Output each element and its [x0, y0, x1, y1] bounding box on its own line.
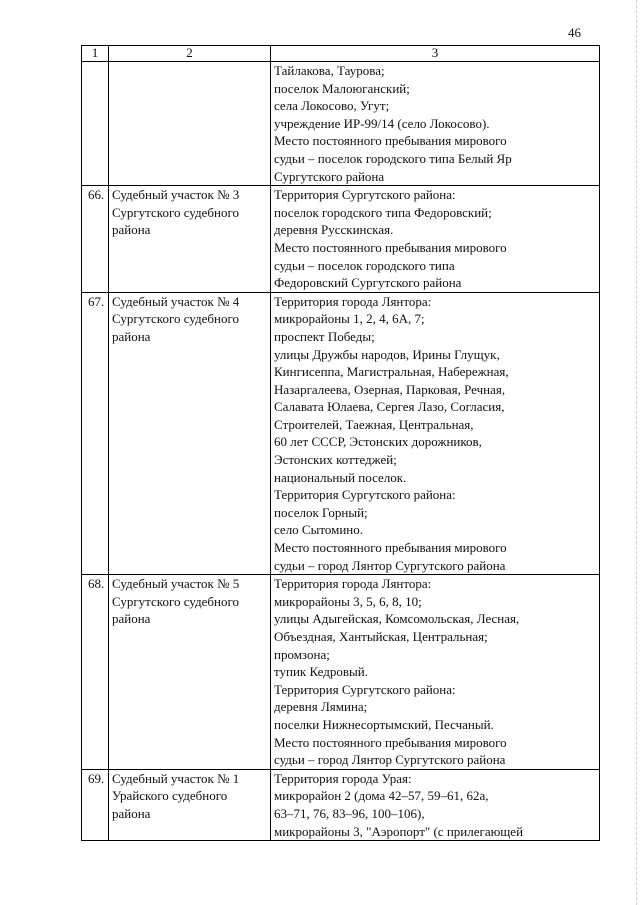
territory-line: Салавата Юлаева, Сергея Лазо, Согласия, [274, 399, 505, 415]
territory-line: судьи – город Лянтор Сургутского района [274, 752, 506, 768]
territory-line: Тайлакова, Таурова; [274, 63, 385, 78]
table-row [82, 292, 600, 575]
territory-line: 60 лет СССР, Эстонских дорожников, [274, 434, 482, 450]
court-district-name [109, 769, 271, 840]
territory-line: тупик Кедровый. [274, 664, 368, 680]
table-row [82, 62, 600, 186]
district-name-line: района [112, 611, 151, 627]
territory-line: Место постоянного пребывания мирового [274, 540, 507, 556]
table-row [82, 769, 600, 840]
district-name-line: Судебный участок № 3 [112, 187, 240, 203]
row-number: 67. [82, 292, 109, 575]
territory-line: Строителей, Таежная, Центральная, [274, 416, 474, 432]
territory-description [271, 186, 600, 293]
territory-line: поселок Горный; [274, 504, 368, 520]
territory-line: Территория города Лянтора: [274, 576, 432, 592]
territory-line: село Сытомино. [274, 522, 363, 538]
territory-description [271, 62, 600, 186]
court-districts-table [81, 45, 600, 841]
territory-line: судьи – поселок городского типа [274, 257, 455, 273]
territory-line: промзона; [274, 646, 330, 662]
territory-line: Место постоянного пребывания мирового [274, 239, 507, 255]
district-name-line: района [112, 805, 151, 821]
territory-line: Объездная, Хантыйская, Центральная; [274, 629, 488, 644]
column-header-1: 1 [82, 46, 109, 62]
territory-line: поселки Нижнесортымский, Песчаный. [274, 716, 494, 732]
territory-line: микрорайон 2 (дома 42–57, 59–61, 62а, [274, 788, 489, 804]
territory-line: микрорайоны 3, 5, 6, 8, 10; [274, 593, 422, 609]
column-header-3: 3 [271, 46, 600, 62]
table-header-row [82, 46, 600, 62]
territory-line: Место постоянного пребывания мирового [274, 133, 507, 149]
court-district-name [109, 575, 271, 770]
territory-line: судьи – поселок городского типа Белый Яр [274, 150, 512, 166]
territory-line: поселок Малоюганский; [274, 80, 410, 96]
column-header-2: 2 [109, 46, 271, 62]
territory-line: Кингисеппа, Магистральная, Набережная, [274, 364, 509, 380]
territory-line: улицы Дружбы народов, Ирины Глущук, [274, 346, 500, 362]
district-name-line: Судебный участок № 4 [112, 293, 240, 309]
district-name-line: района [112, 328, 151, 344]
territory-line: Территория Сургутского района: [274, 681, 456, 697]
territory-line: судьи – город Лянтор Сургутского района [274, 557, 506, 573]
territory-line: Территория Сургутского района: [274, 187, 456, 203]
territory-line: национальный поселок. [274, 469, 407, 485]
district-name-line: Сургутского судебного [112, 593, 239, 609]
territory-line: улицы Адыгейская, Комсомольская, Лесная, [274, 611, 520, 627]
territory-line: учреждение ИР-99/14 (село Локосово). [274, 115, 490, 131]
page-edge-divider [635, 0, 637, 905]
row-number [82, 62, 109, 186]
court-district-name [109, 62, 271, 186]
territory-line: Сургутского района [274, 168, 385, 184]
table-row [82, 186, 600, 293]
page-number: 46 [568, 25, 581, 40]
territory-line: Эстонских коттеджей; [274, 452, 397, 468]
territory-line: села Локосово, Угут; [274, 98, 390, 114]
row-number: 68. [82, 575, 109, 770]
territory-line: микрорайоны 3, "Аэропорт" (с прилегающей [274, 823, 524, 839]
territory-line: Назаргалеева, Озерная, Парковая, Речная, [274, 381, 506, 397]
district-name-line: Урайского судебного [112, 788, 228, 804]
territory-line: Территория города Лянтора: [274, 293, 432, 309]
court-district-name [109, 186, 271, 293]
district-name-line: Судебный участок № 5 [112, 576, 240, 592]
district-name-line: Сургутского судебного [112, 311, 239, 327]
district-name-line: района [112, 222, 151, 238]
district-name-line: Судебный участок № 1 [112, 770, 240, 786]
territory-description [271, 769, 600, 840]
territory-line: Место постоянного пребывания мирового [274, 734, 507, 750]
territory-line: Федоровский Сургутского района [274, 275, 462, 291]
territory-line: Территория города Урая: [274, 770, 412, 786]
territory-line: проспект Победы; [274, 328, 375, 344]
court-district-name [109, 292, 271, 575]
territory-line: 63–71, 76, 83–96, 100–106), [274, 805, 425, 821]
district-name-line: Сургутского судебного [112, 204, 239, 220]
table-row [82, 575, 600, 770]
row-number: 66. [82, 186, 109, 293]
territory-line: микрорайоны 1, 2, 4, 6А, 7; [274, 311, 425, 327]
territory-description [271, 575, 600, 770]
territory-line: поселок городского типа Федоровский; [274, 204, 492, 220]
territory-line: деревня Русскинская. [274, 222, 394, 238]
territory-line: Территория Сургутского района: [274, 487, 456, 503]
territory-line: деревня Лямина; [274, 699, 368, 715]
row-number: 69. [82, 769, 109, 840]
territory-description [271, 292, 600, 575]
